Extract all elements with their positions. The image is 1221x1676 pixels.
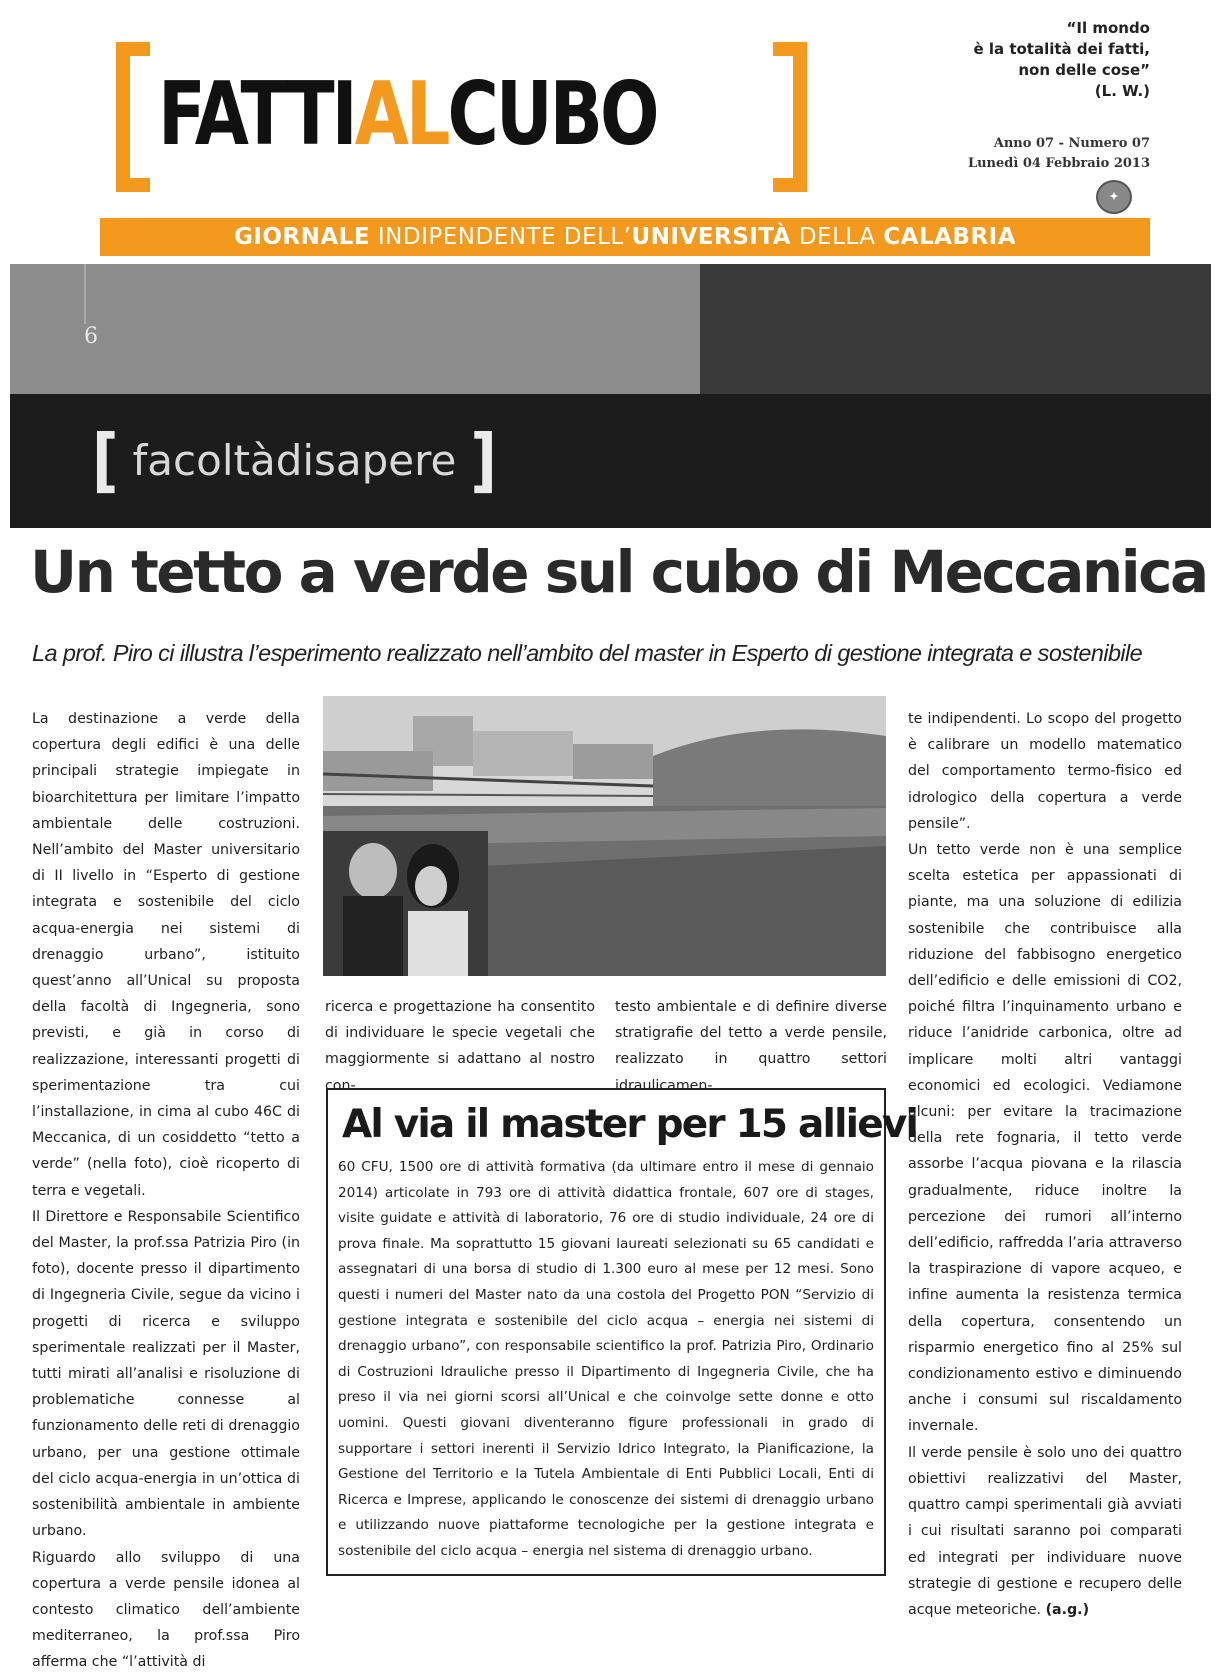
- box-title: Al via il master per 15 allievi: [342, 1102, 918, 1147]
- page-number: 6: [84, 324, 98, 349]
- logo-left-bracket: [116, 42, 150, 192]
- article-column-4-text: te indipendenti. Lo scopo del progetto è calibrare un modello matematico del comportamento termo-fisico ed idrologico della copertura a verde pensile”. Un tetto verde non è una semplice scelta estetica per appassionati di piante, ma una soluzione di edilizia sostenibile che contribuisce alla riduzione del fabbisogno energetico dell’edificio e delle emissioni di CO2, poiché filtra l’inquinamento urbano e riduce l’anidride carbonica, oltre ad implicare molti altri vantaggi economici ed ecologici. Vediamone alcuni: per evitare la tracimazione della rete fognaria, il tetto verde assorbe l’acqua piovana e la rilascia gradualmente, riduce inoltre la percezione dei rumori all’interno dell’edificio, raffredda l’aria attraverso la traspirazione di vapore acqueo, e infine aumenta la resistenza termica della copertura, consentendo un risparmio energetico fino al 25% sul condizionamento estivo e diminuendo anche i consumi sul riscaldamento invernale. Il verde pensile è solo uno dei quattro obiettivi realizzativi del Master, quattro campi sperimentali già avviati i cui risultati saranno poi comparati ed integrati per individuare nuove strategie di gestione e recupero delle acque meteoriche.: [908, 711, 1182, 1618]
- masthead-tagline: GIORNALE INDIPENDENTE DELL’UNIVERSITÀ DELLA CALABRIA: [100, 218, 1150, 256]
- box-text: 60 CFU, 1500 ore di attività formativa (da ultimare entro il mese di gennaio 2014) articolate in 793 ore di attività didattica frontale, 607 ore di stages, visite guidate e attività di laboratorio, 76 ore di studio individuale, 24 ore di prova finale. Ma soprattutto 15 giovani laureati selezionati su 65 candidati e assegnatari di una borsa di studio di 1.300 euro al mese per 12 mesi. Sono questi i numeri del Master nato da una costola del Progetto PON “Servizio di gestione integrata e sostenibile del ciclo acqua – energia nei sistemi di drenaggio urbano”, con responsabile scientifico la prof. Patrizia Piro, Ordinario di Costruzioni Idrauliche presso il Dipartimento di Ingegneria Civile, che ha preso il via nei giorni scorsi all’Unical e che coinvolge sette donne e otto uomini. Questi giovani diventeranno figure professionali in grado di supportare i settori inerenti il Servizio Idrico Integrato, la Pianificazione, la Gestione del Territorio e la Tutela Ambientale di Enti Pubblici Locali, Enti di Ricerca e Imprese, applicando le conoscenze dei sistemi di drenaggio urbano e utilizzando nuove piattaforme tecnologiche per la gestione integrata e sostenibile del ciclo acqua – energia nel sistema di drenaggio urbano.: [338, 1159, 874, 1559]
- master-info-box: [326, 1088, 918, 1576]
- article-column-1: La destinazione a verde della copertura degli edifici è una delle principali strategie impiegate in bioarchitettura per limitare l’impatto ambientale delle costruzioni. Nell’ambito del Master universitario di II livello in “Esperto di gestione integrata e sostenibile del ciclo acqua-energia nei sistemi di drenaggio urbano”, istituito quest’anno all’Unical su proposta della facoltà di Ingegneria, sono previsti, e già in corso di realizzazione, interessanti progetti di sperimentazione tra cui l’installazione, in cima al cubo 46C di Meccanica, di un cosiddetto “tetto a verde” (nella foto), cioè ricoperto di terra e vegetali. Il Direttore e Responsabile Scientifico del Master, la prof.ssa Patrizia Piro (in foto), docente presso il dipartimento di Ingegneria Civile, segue da vicino i progetti di ricerca e sviluppo sperimentale realizzati per il Master, tutti mirati all’analisi e risoluzione di problematiche connesse al funzionamento delle reti di drenaggio urbano, per una gestione ottimale del ciclo acqua-energia in un’ottica di sostenibilità ambientale in ambiente urbano. Riguardo allo sviluppo di una copertura a verde pensile idonea al contesto climatico dell’ambiente mediterraneo, la prof.ssa Piro afferma che “l’attività di: [32, 711, 300, 1671]
- article-column-3: testo ambientale e di definire diverse stratigrafie del tetto a verde pensile, realizzato in quattro settori idraulicamen-: [615, 999, 887, 1094]
- motto-quote: “Il mondo è la totalità dei fatti, non delle cose” (L. W.): [973, 19, 1150, 100]
- issue-info: Anno 07 - Numero 07 Lunedì 04 Febbraio 2013: [967, 136, 1150, 171]
- article-headline: Un tetto a verde sul cubo di Meccanica: [30, 538, 1207, 606]
- article-subhead: La prof. Piro ci illustra l’esperimento realizzato nell’ambito del master in Esperto di gestione integrata e sostenibile: [32, 640, 1143, 666]
- section-kicker: [ facoltàdisapere ]: [92, 419, 497, 501]
- masthead: [100, 19, 1150, 262]
- section-banner-top: [10, 264, 1211, 394]
- newspaper-logo: FATTIALCUBO: [158, 62, 657, 165]
- green-roof-photo: [323, 696, 886, 976]
- logo-right-bracket: [773, 42, 807, 192]
- publisher-emblem-icon: ✦: [1096, 180, 1132, 214]
- author-signature: (a.g.): [1045, 1601, 1090, 1618]
- article-column-2: ricerca e progettazione ha consentito di individuare le specie vegetali che maggiormente si adattano al nostro con-: [325, 999, 595, 1094]
- article-column-4: [908, 706, 1182, 1623]
